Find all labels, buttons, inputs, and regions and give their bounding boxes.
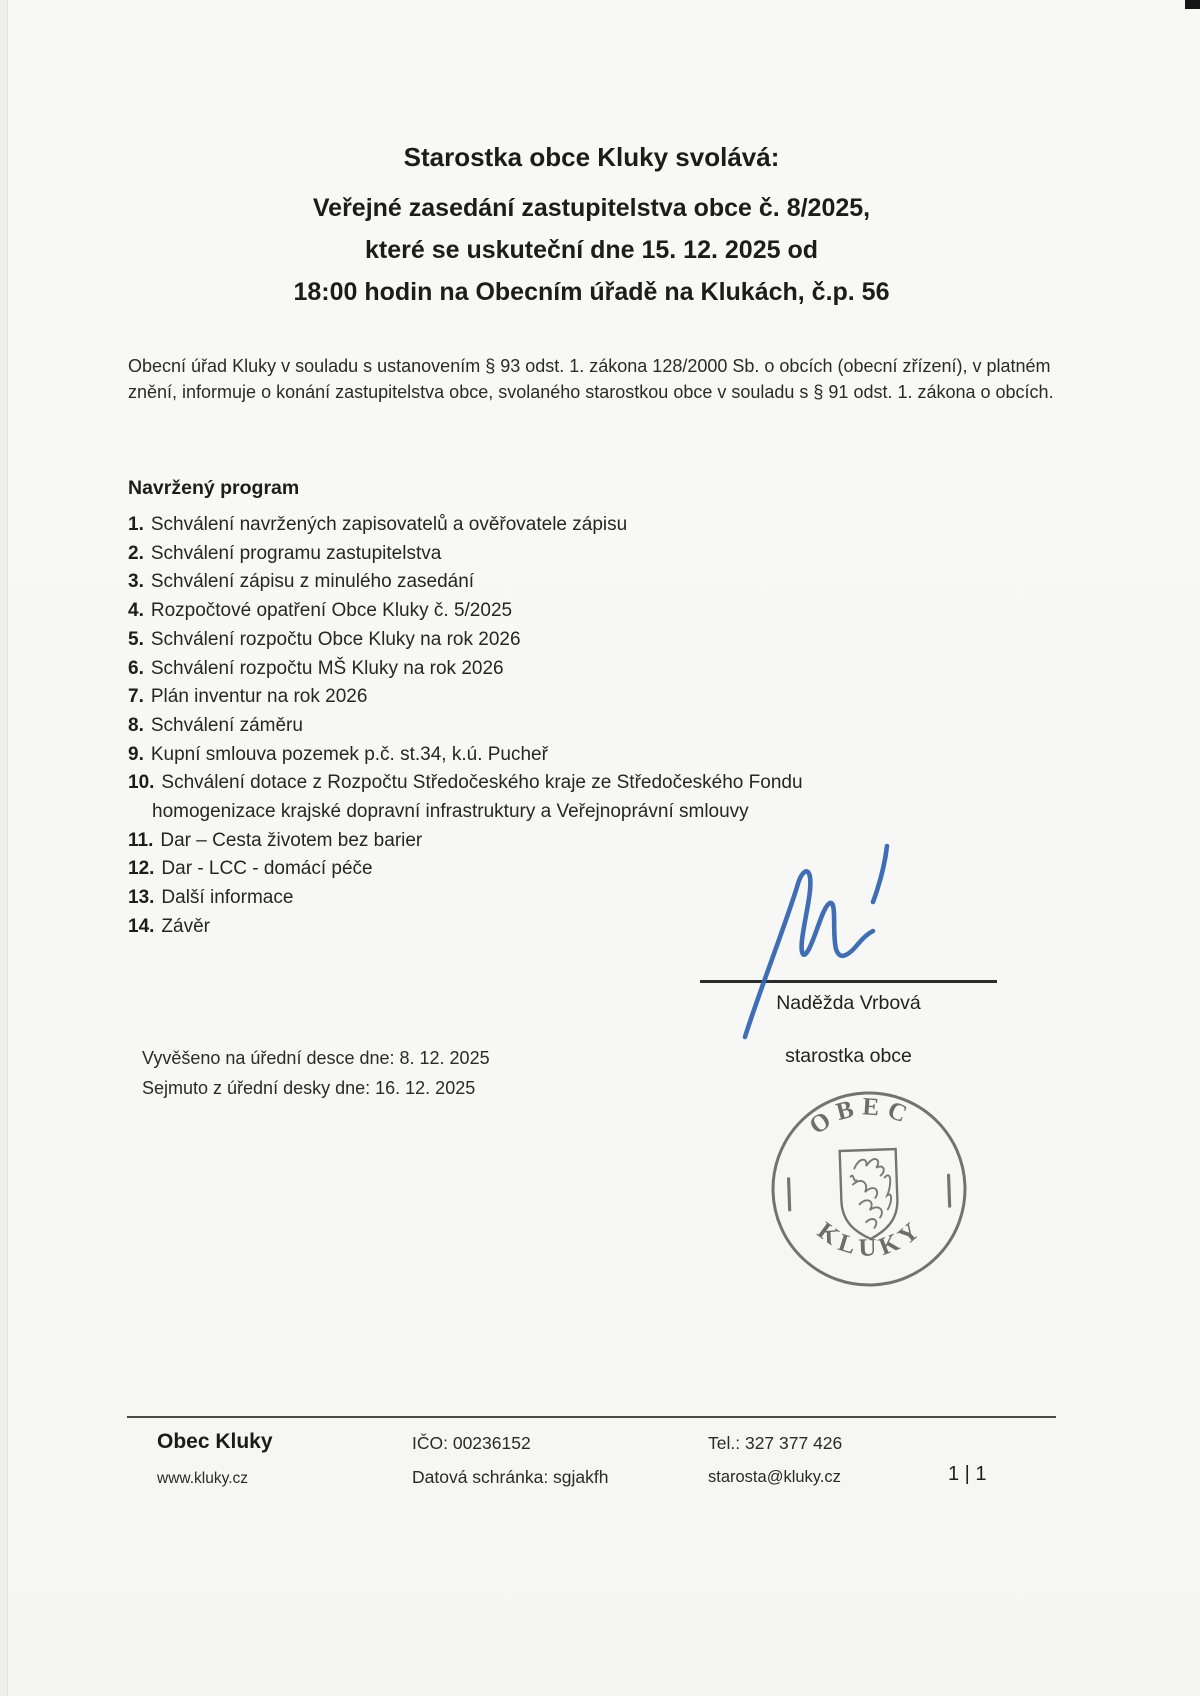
item-number: 10. [128,772,155,794]
footer-ico: IČO: 00236152 [412,1433,531,1453]
item-text: Dar – Cesta životem bez barier [160,829,423,851]
item-text: Schválení rozpočtu MŠ Kluky na rok 2026 [150,657,504,679]
program-item [128,568,1028,597]
program-item-continuation: homogenizace krajské dopravní infrastruktury a Veřejnoprávní smlouvy [152,801,749,823]
item-number: 5. [128,628,144,650]
footer-phone: Tel.: 327 377 426 [708,1433,843,1453]
item-text: Rozpočtové opatření Obce Kluky č. 5/2025 [150,600,513,622]
program-item [128,597,1028,626]
item-text: Schválení záměru [150,714,303,736]
item-number: 3. [128,571,144,593]
item-text: Schválení zápisu z minulého zasedání [150,571,475,593]
item-number: 8. [128,714,144,736]
signatory-role: starostka obce [785,1045,912,1067]
title-line-2: Veřejné zasedání zastupitelstva obce č. 8/2025, [312,194,871,222]
lion-rampant-icon [850,1158,892,1228]
item-text: Schválení programu zastupitelstva [150,542,442,564]
seal-bottom-text: KLUKY [812,1214,929,1262]
footer-email: starosta@kluky.cz [708,1468,841,1486]
svg-text:KLUKY [812,1214,930,1264]
footer-databox: Datová schránka: sgjakfh [412,1467,609,1487]
program-heading: Navržený program [128,477,300,499]
program-item [128,511,1028,540]
footer-divider [127,1416,1056,1418]
program-item [128,769,1028,798]
seal-left-dash [789,1179,790,1210]
item-number: 7. [128,686,144,708]
item-number: 9. [128,743,144,765]
item-text: Závěr [161,915,210,937]
signature-ink-icon [690,833,920,1045]
seal-top-text: OBEC [804,1093,918,1140]
item-number: 1. [128,514,144,535]
intro-paragraph: Obecní úřad Kluky v souladu s ustanovením § 93 odst. 1. zákona 128/2000 Sb. o obcích (obecní zřízení), v platném znění, informuje o konání zastupitelstva obce, svolaného starostkou obce v souladu s § 91 odst. 1. zákona o obcích. [128,356,1054,402]
program-item [128,655,1028,684]
program-item [128,683,1028,712]
item-text: Schválení dotace z Rozpočtu Středočeského kraje ze Středočeského Fondu [161,772,803,794]
item-text: Kupní smlouva pozemek p.č. st.34, k.ú. Pucheř [150,743,548,765]
item-number: 14. [128,915,155,937]
title-line-3: které se uskuteční dne 15. 12. 2025 od [364,236,818,264]
posting-dates-block [142,1043,490,1103]
item-number: 6. [128,657,144,679]
seal-right-dash [949,1175,950,1206]
title-line-4: 18:00 hodin na Obecním úřadě na Klukách, č.p. 56 [293,278,890,306]
title-line-1: Starostka obce Kluky svolává: [403,142,780,172]
item-number: 12. [128,858,155,880]
item-text: Plán inventur na rok 2026 [150,686,368,708]
svg-text:OBEC [803,1088,920,1142]
item-number: 11. [128,829,154,851]
item-number: 2. [128,542,144,564]
footer-org-name: Obec Kluky [157,1430,273,1453]
footer-website: www.kluky.cz [157,1470,249,1487]
item-text: Další informace [161,887,294,909]
municipal-seal [764,1083,973,1296]
signatory-name: Naděžda Vrbová [776,992,921,1014]
item-number: 13. [128,887,155,909]
program-item [128,626,1028,655]
program-item [128,712,1028,741]
page-number: 1 | 1 [948,1463,987,1485]
item-text: Schválení rozpočtu Obce Kluky na rok 2026 [150,628,521,650]
program-item [128,540,1028,569]
item-text: Dar - LCC - domácí péče [161,858,373,880]
scan-corner-mark [1185,0,1200,9]
program-item [128,741,1028,770]
item-text: Schválení navržených zapisovatelů a ověřovatele zápisu [150,514,628,535]
scan-edge-artifact [0,0,8,1696]
removed-date-line: Sejmuto z úřední desky dne: 16. 12. 2025 [142,1078,476,1098]
item-number: 4. [128,600,144,622]
document-title-block [127,142,1056,313]
posted-date-line: Vyvěšeno na úřední desce dne: 8. 12. 2025 [142,1048,490,1068]
